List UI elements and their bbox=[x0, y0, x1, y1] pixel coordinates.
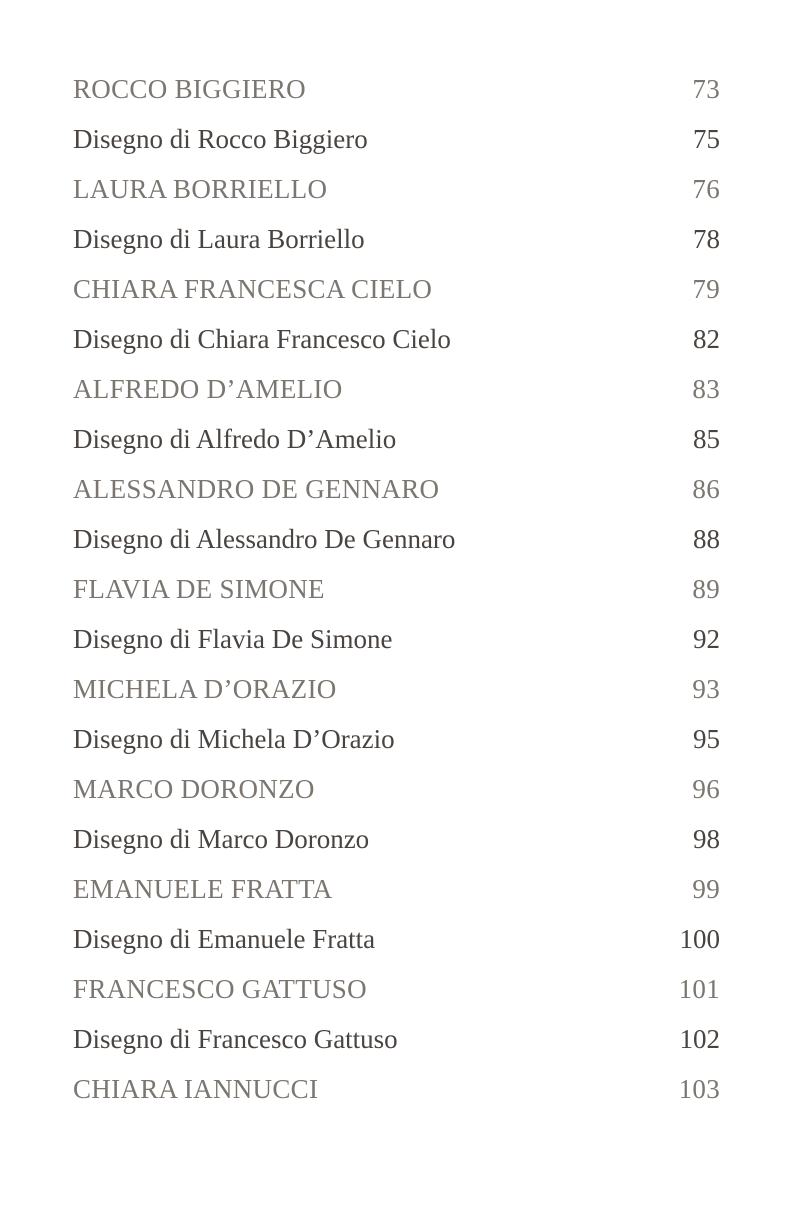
table-of-contents bbox=[73, 64, 720, 1114]
toc-entry-page-number: 93 bbox=[692, 674, 720, 704]
toc-entry-title: ALFREDO D’AMELIO bbox=[73, 374, 343, 404]
toc-entry-title: Disegno di Michela D’Orazio bbox=[73, 724, 395, 754]
toc-entry-page-number: 83 bbox=[692, 374, 720, 404]
toc-entry-page-number: 82 bbox=[693, 324, 720, 354]
toc-entry-page-number: 73 bbox=[692, 74, 720, 104]
toc-entry-title: ALESSANDRO DE GENNARO bbox=[73, 474, 440, 504]
toc-entry-title: MARCO DORONZO bbox=[73, 774, 315, 804]
toc-entry bbox=[73, 714, 720, 764]
toc-entry-title: CHIARA FRANCESCA CIELO bbox=[73, 274, 433, 304]
toc-entry bbox=[73, 114, 720, 164]
toc-entry bbox=[73, 564, 720, 614]
toc-entry bbox=[73, 814, 720, 864]
toc-entry-title: Disegno di Alfredo D’Amelio bbox=[73, 424, 397, 454]
toc-entry-page-number: 78 bbox=[693, 224, 720, 254]
toc-entry-page-number: 85 bbox=[693, 424, 720, 454]
toc-entry bbox=[73, 414, 720, 464]
toc-entry-title: Disegno di Marco Doronzo bbox=[73, 824, 370, 854]
toc-entry bbox=[73, 1064, 720, 1114]
toc-entry-title: ROCCO BIGGIERO bbox=[73, 74, 306, 104]
toc-entry-page-number: 96 bbox=[692, 774, 720, 804]
toc-entry-page-number: 99 bbox=[692, 874, 720, 904]
toc-entry bbox=[73, 764, 720, 814]
toc-entry-page-number: 76 bbox=[692, 174, 720, 204]
toc-entry-page-number: 103 bbox=[678, 1074, 720, 1104]
toc-entry-page-number: 95 bbox=[693, 724, 720, 754]
toc-entry bbox=[73, 464, 720, 514]
toc-entry bbox=[73, 964, 720, 1014]
toc-entry-title: LAURA BORRIELLO bbox=[73, 174, 328, 204]
toc-entry-page-number: 98 bbox=[693, 824, 720, 854]
toc-entry-page-number: 79 bbox=[692, 274, 720, 304]
toc-entry-title: CHIARA IANNUCCI bbox=[73, 1074, 319, 1104]
toc-entry bbox=[73, 1014, 720, 1064]
toc-entry-title: EMANUELE FRATTA bbox=[73, 874, 333, 904]
toc-entry-title: Disegno di Alessandro De Gennaro bbox=[73, 524, 456, 554]
toc-entry-title: FRANCESCO GATTUSO bbox=[73, 974, 367, 1004]
toc-entry-title: Disegno di Francesco Gattuso bbox=[73, 1024, 398, 1054]
toc-entry bbox=[73, 164, 720, 214]
toc-entry-page-number: 101 bbox=[678, 974, 720, 1004]
toc-entry bbox=[73, 214, 720, 264]
toc-entry-title: FLAVIA DE SIMONE bbox=[73, 574, 325, 604]
toc-entry-page-number: 88 bbox=[693, 524, 720, 554]
toc-entry bbox=[73, 364, 720, 414]
toc-entry bbox=[73, 264, 720, 314]
toc-entry-title: Disegno di Laura Borriello bbox=[73, 224, 365, 254]
toc-entry bbox=[73, 664, 720, 714]
toc-entry-title: MICHELA D’ORAZIO bbox=[73, 674, 337, 704]
toc-entry-title: Disegno di Rocco Biggiero bbox=[73, 124, 368, 154]
toc-entry bbox=[73, 64, 720, 114]
toc-entry-title: Disegno di Emanuele Fratta bbox=[73, 924, 376, 954]
toc-entry bbox=[73, 864, 720, 914]
toc-entry-page-number: 89 bbox=[692, 574, 720, 604]
toc-entry bbox=[73, 614, 720, 664]
toc-entry-title: Disegno di Chiara Francesco Cielo bbox=[73, 324, 451, 354]
toc-entry-page-number: 75 bbox=[693, 124, 720, 154]
toc-entry bbox=[73, 314, 720, 364]
toc-entry bbox=[73, 914, 720, 964]
toc-entry-title: Disegno di Flavia De Simone bbox=[73, 624, 393, 654]
toc-entry-page-number: 100 bbox=[679, 924, 720, 954]
toc-entry-page-number: 92 bbox=[693, 624, 720, 654]
toc-entry bbox=[73, 514, 720, 564]
toc-entry-page-number: 102 bbox=[679, 1024, 720, 1054]
toc-entry-page-number: 86 bbox=[692, 474, 720, 504]
